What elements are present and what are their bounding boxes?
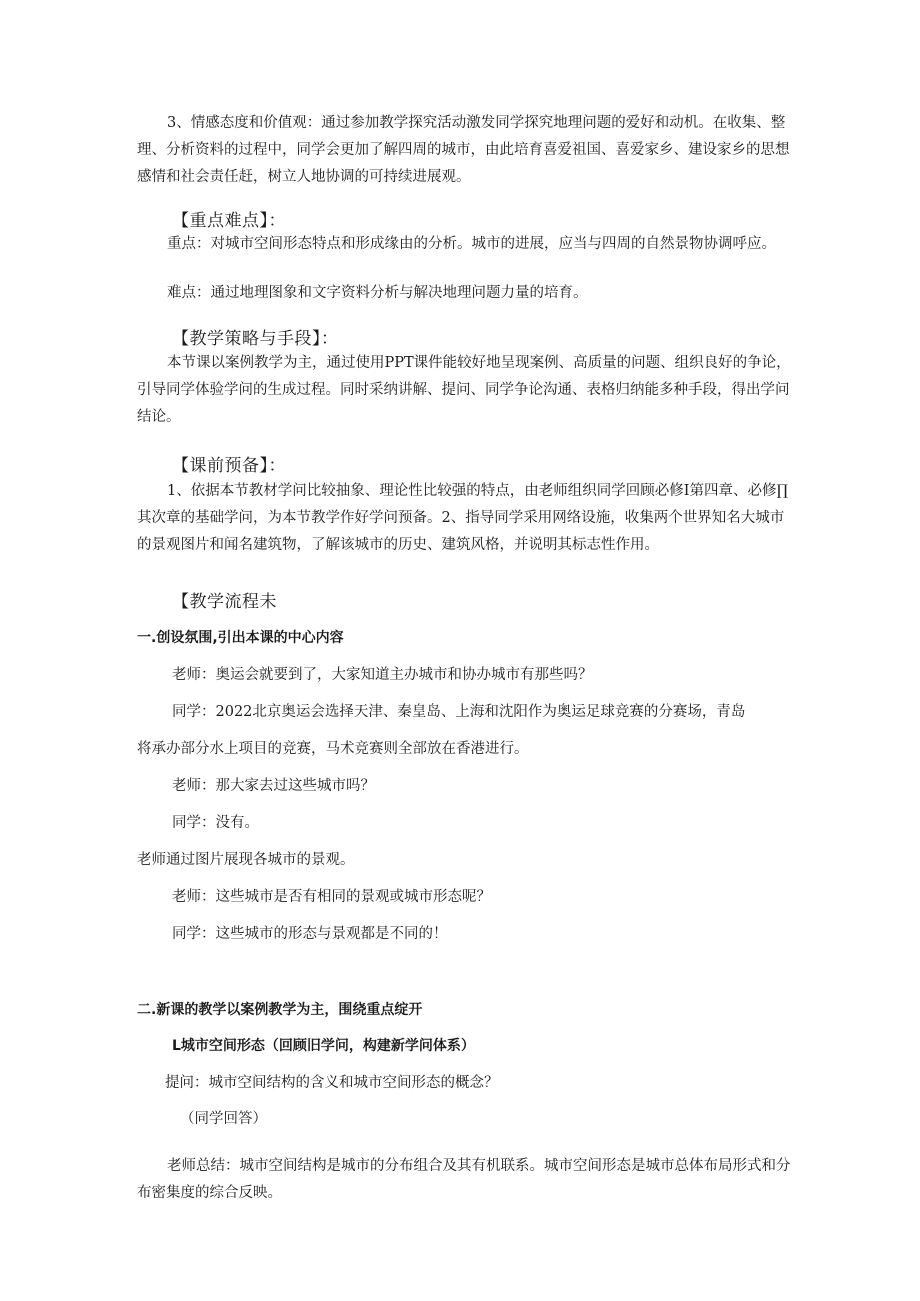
question-line: 提问：城市空间结构的含义和城市空间形态的概念？	[165, 1075, 499, 1091]
key-points-heading: 【重点难点】：	[172, 211, 286, 231]
process-heading: 【教学流程未	[172, 592, 277, 612]
focus-paragraph: 重点：对城市空间形态特点和形成缘由的分析。城市的进展，应当与四周的自然景物协调呼应。	[167, 236, 776, 252]
dialogue-line: 老师：这些城市是否有相同的景观或城市形态呢？	[172, 889, 491, 905]
section2-subtitle: L城市空间形态（回顾旧学问，构建新学问体系）	[172, 1038, 475, 1054]
dialogue-line: 同学：2022北京奥运会选择天津、秦皇岛、上海和沈阳作为奥运足球竞赛的分赛场，青岛	[172, 704, 746, 720]
section1-title: 一.创设氛围,引出本课的中心内容	[137, 630, 344, 646]
answer-line: （同学回答）	[180, 1111, 267, 1127]
preparation-heading: 【课前预备】：	[172, 456, 286, 476]
dialogue-line: 老师通过图片展现各城市的景观。	[137, 852, 355, 868]
strategy-heading: 【教学策略与手段】：	[172, 329, 339, 349]
section2-title: 二.新课的教学以案例教学为主，围绕重点绽开	[137, 1002, 423, 1018]
emotion-paragraph: 3、情感态度和价值观：通过参加教学探究活动激发同学探究地理问题的爱好和动机。在收集、整理、分析资料的过程中，同学会更加了解四周的城市，由此培育喜爱祖国、喜爱家乡、建设家乡的思想感情和社会责任赶，树立人地协调的可持续进展观。	[137, 115, 790, 185]
dialogue-line: 老师：奥运会就要到了，大家知道主办城市和协办城市有那些吗？	[172, 667, 593, 683]
dialogue-line: 同学：这些城市的形态与景观都是不同的！	[172, 926, 448, 942]
preparation-paragraph: 1、依据本节教材学问比较抽象、理论性比较强的特点，由老师组织同学回顾必修I第四章、必修∏其次章的基础学问，为本节教学作好学问预备。2、指导同学采用网络设施，收集两个世界知名大城市的景观图片和闻名建筑物，了解该城市的历史、建筑风格，并说明其标志性作用。	[137, 483, 788, 553]
dialogue-line: 老师：那大家去过这些城市吗？	[172, 778, 375, 794]
summary-paragraph: 老师总结：城市空间结构是城市的分布组合及其有机联系。城市空间形态是城市总体布局形式和分布密集度的综合反映。	[137, 1158, 791, 1201]
strategy-paragraph: 本节课以案例教学为主，通过使用PPT课件能较好地呈现案例、高质量的问题、组织良好的争论，引导同学体验学问的生成过程。同时采纳讲解、提问、同学争论沟通、表格归纳能多种手段，得出学问结论。	[137, 355, 791, 425]
dialogue-line: 将承办部分水上项目的竞赛，马术竞赛则全部放在香港进行。	[137, 741, 529, 757]
difficulty-paragraph: 难点：通过地理图象和文字资料分析与解决地理问题力量的培育。	[167, 285, 588, 301]
dialogue-line: 同学：没有。	[172, 815, 259, 831]
